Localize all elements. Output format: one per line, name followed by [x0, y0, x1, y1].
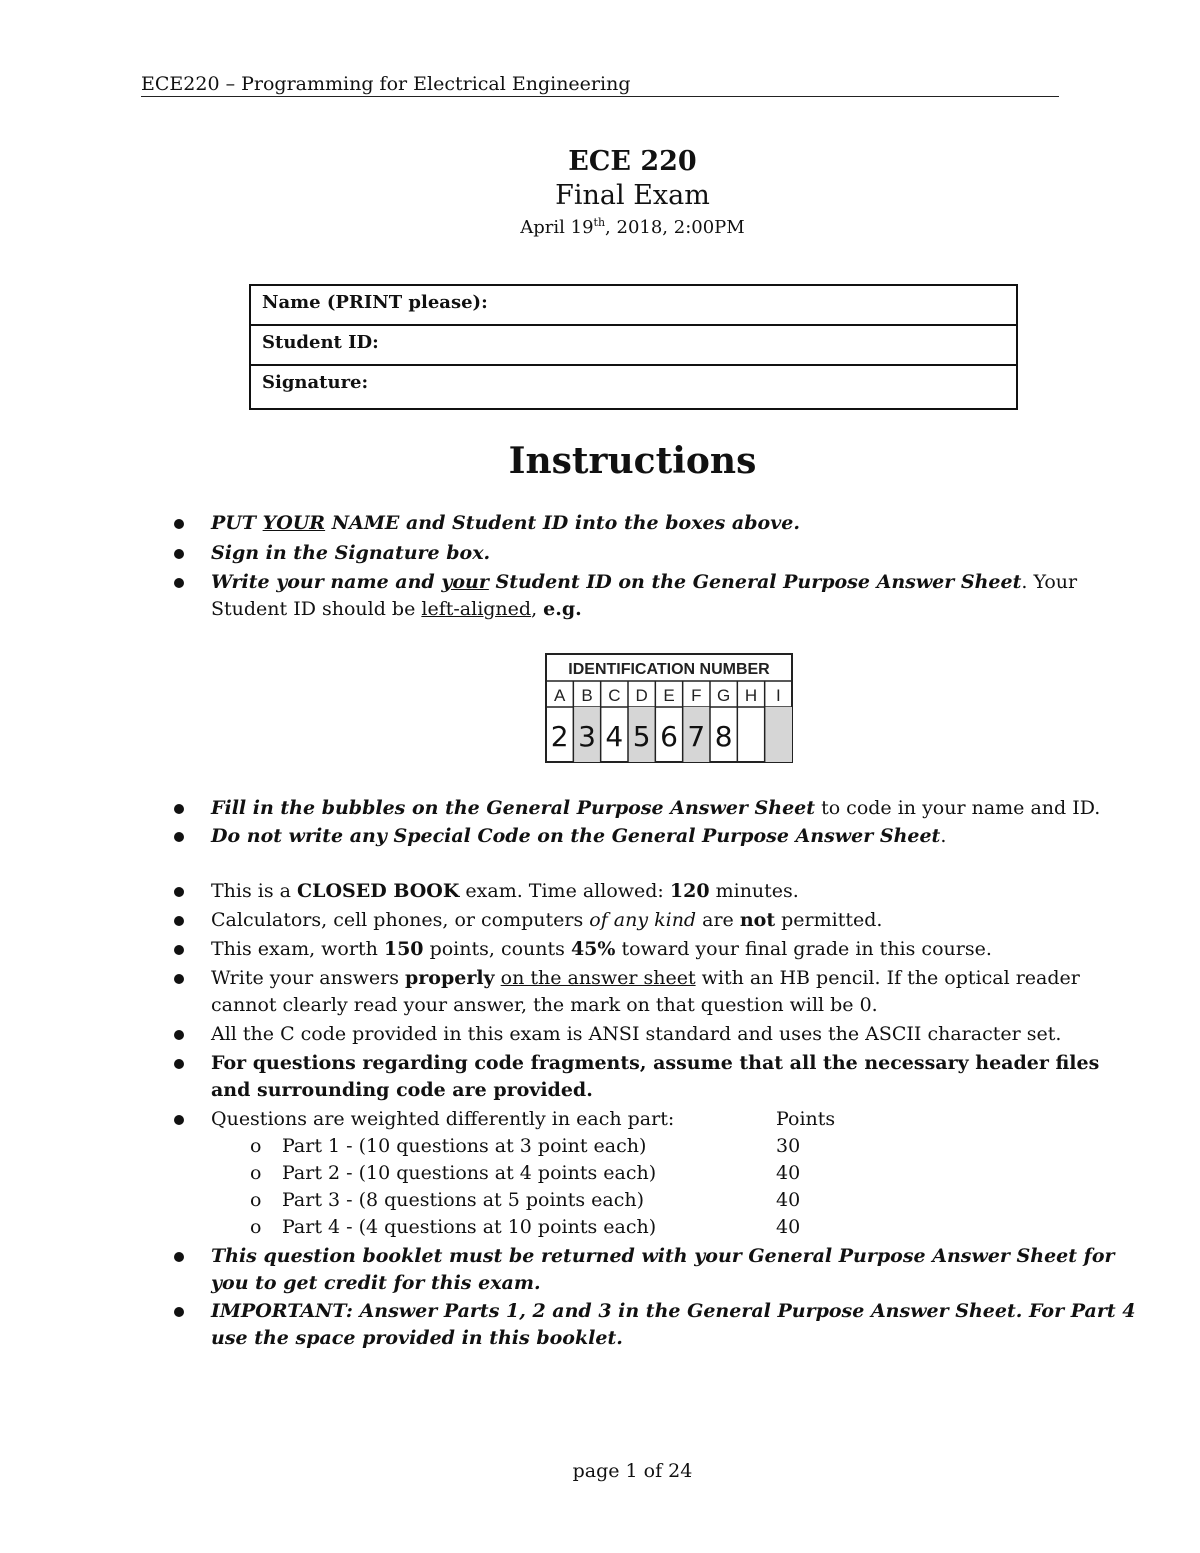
idn-column-header: I	[775, 686, 781, 705]
bullet-dot	[174, 549, 184, 559]
part-label: Part 2 - (10 questions at 4 points each)	[282, 1162, 657, 1184]
part-points: 40	[776, 1189, 801, 1211]
instruction-code-fragments: For questions regarding code fragments, assume that all the necessary header files and surrounding code are provided.	[211, 1052, 1100, 1101]
page-number: page 1 of 24	[572, 1460, 693, 1482]
date-sup: th	[593, 216, 606, 229]
bullet-dot	[174, 832, 184, 842]
sub-bullet-icon: o	[250, 1216, 262, 1238]
page-header: ECE220 – Programming for Electrical Engineering	[141, 72, 1059, 97]
idn-title: IDENTIFICATION NUMBER	[568, 661, 770, 678]
instruction-ansi-c: All the C code provided in this exam is ANSI standard and uses the ASCII character set.	[211, 1023, 1062, 1045]
student-id-field[interactable]: Student ID:	[251, 326, 1016, 366]
instruction-no-devices: Calculators, cell phones, or computers of any kind are not permitted.	[211, 909, 883, 931]
part-points: 40	[776, 1162, 801, 1184]
idn-digit: 6	[660, 720, 678, 753]
student-info-box	[249, 284, 1018, 410]
identification-number-example	[544, 652, 794, 765]
course-code-title: ECE 220	[568, 146, 697, 177]
instruction-important: IMPORTANT: Answer Parts 1, 2 and 3 in the General Purpose Answer Sheet. For Part 4 use the space provided in this booklet.	[211, 1300, 1136, 1349]
instruction-fill-bubbles: Fill in the bubbles on the General Purpose Answer Sheet to code in your name and ID.	[211, 797, 1101, 819]
date-suffix: , 2018, 2:00PM	[605, 217, 745, 238]
idn-digit: 7	[687, 720, 706, 753]
signature-field[interactable]: Signature:	[262, 372, 369, 393]
bullet-dot	[174, 945, 184, 955]
idn-column-header: A	[553, 686, 566, 705]
instructions-heading: Instructions	[508, 440, 757, 482]
instruction-return-booklet: This question booklet must be returned with your General Purpose Answer Sheet for you to get credit for this exam.	[211, 1245, 1115, 1294]
points-header: Points	[776, 1108, 836, 1130]
part-points: 40	[776, 1216, 801, 1238]
instruction-sign: Sign in the Signature box.	[211, 542, 491, 564]
idn-digit: 3	[578, 720, 596, 753]
idn-column-header: F	[691, 686, 702, 705]
instruction-write-id: Write your name and your Student ID on the General Purpose Answer Sheet. Your Student ID should be left-aligned, e.g.	[211, 571, 1078, 620]
idn-column-header: H	[744, 686, 758, 705]
idn-digit: 8	[714, 720, 733, 753]
instruction-closed-book: This is a CLOSED BOOK exam. Time allowed: 120 minutes.	[211, 880, 799, 902]
bullet-dot	[174, 916, 184, 926]
bullet-dot	[174, 1030, 184, 1040]
part-label: Part 3 - (8 questions at 5 points each)	[282, 1189, 645, 1211]
bullet-dot	[174, 887, 184, 897]
idn-digit: 5	[632, 720, 651, 753]
idn-digit: 2	[550, 720, 569, 753]
idn-column-header: E	[663, 686, 675, 705]
name-field[interactable]: Name (PRINT please):	[251, 286, 1016, 326]
instruction-no-special-code: Do not write any Special Code on the General Purpose Answer Sheet.	[211, 825, 947, 847]
sub-bullet-icon: o	[250, 1189, 262, 1211]
instruction-exam-worth: This exam, worth 150 points, counts 45% toward your final grade in this course.	[211, 938, 992, 960]
bullet-dot	[174, 974, 184, 984]
bullet-dot	[174, 578, 184, 588]
idn-column-header: B	[581, 686, 593, 705]
instruction-weighting: Questions are weighted differently in each part:	[211, 1108, 675, 1130]
idn-shaded-cell	[765, 707, 792, 762]
bullet-dot	[174, 1059, 184, 1069]
sub-bullet-icon: o	[250, 1135, 262, 1157]
date-prefix: April 19	[520, 217, 594, 238]
bullet-dot	[174, 519, 184, 529]
instruction-answers-properly: Write your answers properly on the answer sheet with an HB pencil. If the optical reader cannot clearly read your answer, the mark on that question will be 0.	[211, 967, 1080, 1016]
exam-title: Final Exam	[555, 180, 710, 211]
idn-column-header: D	[635, 686, 648, 705]
bullet-dot	[174, 1307, 184, 1317]
part-points: 30	[776, 1135, 801, 1157]
idn-digit: 4	[605, 720, 624, 753]
bullet-dot	[174, 804, 184, 814]
bullet-dot	[174, 1115, 184, 1125]
idn-column-header: G	[717, 686, 731, 705]
exam-date	[0, 216, 1200, 238]
instruction-put-name: PUT YOUR NAME and Student ID into the boxes above.	[211, 512, 800, 534]
bullet-dot	[174, 1252, 184, 1262]
sub-bullet-icon: o	[250, 1162, 262, 1184]
part-label: Part 4 - (4 questions at 10 points each)	[282, 1216, 657, 1238]
idn-column-header: C	[608, 686, 621, 705]
part-label: Part 1 - (10 questions at 3 point each)	[282, 1135, 647, 1157]
